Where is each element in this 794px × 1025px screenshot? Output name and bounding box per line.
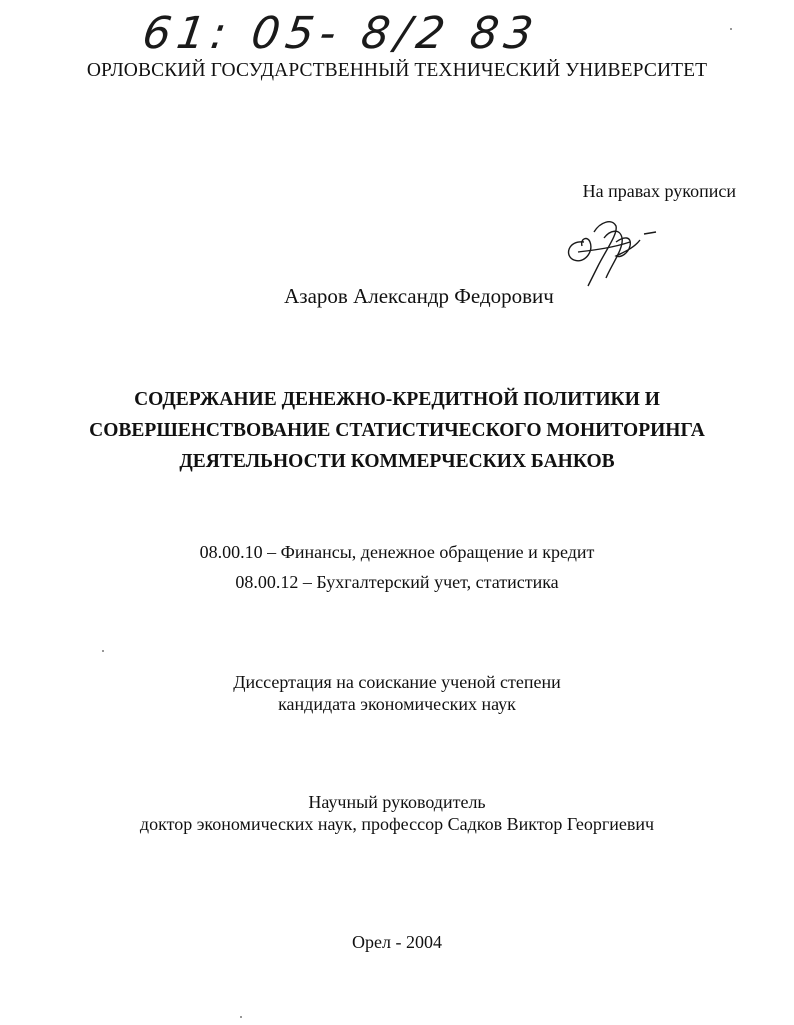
supervisor-name: доктор экономических наук, профессор Садков Виктор Георгиевич: [139, 814, 655, 834]
specialty-item: 08.00.10 – Финансы, денежное обращение и кредит: [199, 542, 595, 562]
manuscript-rights-note: На правах рукописи: [582, 181, 736, 201]
author-name: Азаров Александр Федорович: [284, 284, 554, 308]
title-line: ДЕЯТЕЛЬНОСТИ КОММЕРЧЕСКИХ БАНКОВ: [179, 451, 615, 472]
supervisor-label: Научный руководитель: [308, 792, 486, 812]
university-name: ОРЛОВСКИЙ ГОСУДАРСТВЕННЫЙ ТЕХНИЧЕСКИЙ УНИВЕРСИТЕТ: [86, 60, 708, 81]
scan-speck: [240, 1016, 242, 1018]
title-line: СОВЕРШЕНСТВОВАНИЕ СТАТИСТИЧЕСКОГО МОНИТОРИНГА: [89, 420, 705, 441]
degree-line: кандидата экономических наук: [278, 694, 516, 714]
scientific-supervisor: [0, 791, 794, 835]
scan-speck: [730, 28, 732, 30]
title-line: СОДЕРЖАНИЕ ДЕНЕЖНО-КРЕДИТНОЙ ПОЛИТИКИ И: [134, 389, 660, 410]
dissertation-title: [0, 384, 794, 477]
specialty-item: 08.00.12 – Бухгалтерский учет, статистика: [235, 572, 559, 592]
scan-speck: [102, 650, 104, 652]
archive-handwritten-number: 61: 05- 8/2 83: [139, 8, 543, 59]
city-and-year: Орел - 2004: [352, 932, 442, 952]
specialty-codes: [0, 537, 794, 597]
degree-line: Диссертация на соискание ученой степени: [233, 672, 561, 692]
author-signature: [560, 212, 670, 290]
degree-statement: [0, 671, 794, 715]
